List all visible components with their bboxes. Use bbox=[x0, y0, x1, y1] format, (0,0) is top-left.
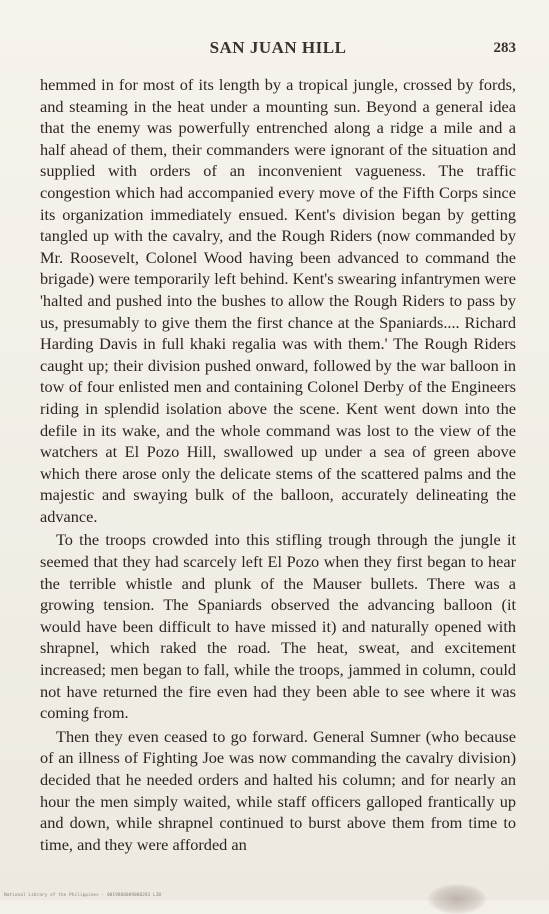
page-number: 283 bbox=[493, 40, 516, 56]
thumb-shadow bbox=[428, 884, 486, 914]
paragraph-1: hemmed in for most of its length by a tropical jungle, crossed by fords, and steaming in the heat under a mounting sun. Beyond a general idea that the enemy was powerfully entrenched along a ridge a mile and a half ahead of them, their commanders were ignorant of the situation and supplied with orders of an inconvenient vagueness. The traffic congestion which had accompanied every move of the Fifth Corps since its organization immediately ensued. Kent's division began by getting tangled up with the cavalry, and the Rough Riders (now commanded by Mr. Roosevelt, Colonel Wood having been advanced to command the brigade) were temporarily left behind. Kent's swearing infantrymen were 'halted and pushed into the bushes to allow the Rough Riders to pass by us, presumably to give them the first chance at the Spaniards.... Richard Harding Davis in full khaki regalia was with them.' The Rough Riders caught up; their division pushed onward, followed by the war balloon in tow of four enlisted men and containing Colonel Derby of the Engineers riding in splendid isolation above the scene. Kent went down into the defile in its wake, and the whole command was lost to the view of the watchers at El Pozo Hill, swallowed up under a sea of green above which there arose only the delicate stems of the scattered palms and the majestic and swaying bulk of the balloon, accurately delineating the advance. bbox=[40, 75, 516, 526]
chapter-title: SAN JUAN HILL bbox=[209, 38, 347, 57]
paragraph-2: To the troops crowded into this stifling trough through the jungle it seemed that they had scarcely left El Pozo when they first began to hear the terrible whistle and plunk of the Mauser bullets. There was a growing tension. The Spaniards observed the advancing balloon (it would have been difficult to have missed it) and naturally opened with shrapnel, which raked the road. The heat, sweat, and excitement increased; men began to fall, while the troops, jammed in column, could not have returned the fire even had they been able to see where it was coming from. bbox=[40, 530, 516, 723]
scan-credit: National Library of the Philippines · 0019800009000283 LIB bbox=[4, 893, 162, 898]
running-head bbox=[40, 38, 516, 60]
body-text bbox=[40, 74, 516, 855]
paragraph-3: Then they even ceased to go forward. General Sumner (who because of an illness of Fighting Joe was now commanding the cavalry division) decided that he needed orders and halted his column; and for nearly an hour the men simply waited, while staff officers galloped frantically up and down, while shrapnel continued to burst above them from time to time, and they were afforded an bbox=[40, 726, 516, 854]
